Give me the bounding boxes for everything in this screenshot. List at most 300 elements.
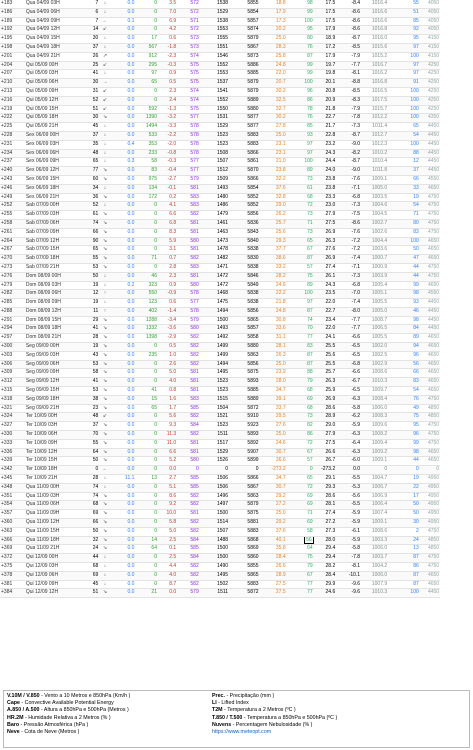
cell-a850: 5857	[229, 325, 259, 334]
cell-td: -7.8	[336, 554, 361, 563]
cell-pressure: 1009.2	[361, 448, 388, 457]
cell-snow: 4050	[420, 17, 440, 26]
cell-lcl: 1494	[135, 123, 158, 132]
cell-hour: +378	[0, 571, 25, 580]
cell-li: 5.6	[158, 413, 177, 422]
cell-nebulosity: 56	[388, 360, 420, 369]
cell-td: -9.0	[336, 167, 361, 176]
cell-t2m: 75	[287, 272, 314, 281]
cell-t850: 1471	[200, 263, 229, 272]
cell-cape: 581	[177, 246, 200, 255]
cell-t2m: 76	[287, 114, 314, 123]
cell-hr2m: 23.5	[314, 290, 337, 299]
cell-t2m: 83	[287, 343, 314, 352]
cell-hr2m: 22.0	[314, 325, 337, 334]
cell-t2m: 99	[287, 70, 314, 79]
cell-wind_dir: ←	[99, 466, 110, 475]
cell-li: -1.8	[158, 43, 177, 52]
table-row	[0, 202, 473, 211]
cell-snow: 4750	[420, 422, 440, 431]
cell-nebulosity: 100	[388, 105, 420, 114]
legend-line[interactable]	[212, 729, 462, 736]
cell-a850: 5883	[229, 527, 259, 536]
cell-a500: 32.8	[260, 193, 287, 202]
legend-desc: - Humidade Relativa a 2 Metros (% )	[23, 714, 111, 721]
cell-li: 9.2	[158, 501, 177, 510]
cell-wind_dir: ↙	[99, 87, 110, 96]
cell-hr2m: 24.1	[314, 334, 337, 343]
cell-cape: 580	[177, 237, 200, 246]
cell-hr2m: 27.5	[314, 219, 337, 228]
cell-pressure: 1004.7	[361, 475, 388, 484]
cell-hr2m: 24.0	[314, 167, 337, 176]
cell-hour: +246	[0, 184, 25, 193]
cell-t2m: 0	[287, 466, 314, 475]
cell-t2m: 97	[287, 140, 314, 149]
legend-desc: - Percentagem Nebulosidade (% )	[231, 721, 313, 728]
cell-t2m: 76	[287, 43, 314, 52]
cell-a850: 5858	[229, 334, 259, 343]
table-row	[0, 395, 473, 404]
table-row	[0, 246, 473, 255]
cell-a850: 5872	[229, 404, 259, 413]
legend-desc: - Vento a 10 Metros e 850hPa (Km/h )	[39, 693, 131, 699]
cell-day: Qui 05/09 00H	[25, 61, 84, 70]
legend-line	[7, 707, 217, 714]
cell-day: Sex 06/09 00H	[25, 131, 84, 140]
cell-t850: 1506	[200, 475, 229, 484]
cell-snow: 4750	[420, 202, 440, 211]
cell-hr2m: 29.3	[314, 483, 337, 492]
cell-precip: 0.0	[111, 123, 136, 132]
cell-precip: 0.0	[111, 184, 136, 193]
cell-day: Seg 09/09 18H	[25, 395, 84, 404]
cell-pressure: 1009.1	[361, 519, 388, 528]
cell-hour: +288	[0, 307, 25, 316]
cell-t850: 1463	[200, 228, 229, 237]
cell-lcl: 0	[135, 228, 158, 237]
cell-snow: 4850	[420, 536, 440, 545]
cell-wind_dir: ↘	[99, 351, 110, 360]
cell-lcl: 172	[135, 193, 158, 202]
cell-snow: 4850	[420, 413, 440, 422]
cell-lcl: 1398	[135, 334, 158, 343]
cell-hour: +309	[0, 369, 25, 378]
cell-t850: 1488	[200, 536, 229, 545]
cell-precip: 0.0	[111, 404, 136, 413]
cell-lcl: 1390	[135, 114, 158, 123]
cell-t2m: 73	[287, 228, 314, 237]
cell-wind_dir: ↓	[99, 158, 110, 167]
cell-hr2m: 22.7	[314, 307, 337, 316]
cell-nebulosity: 96	[388, 351, 420, 360]
cell-wind_dir: ↙	[99, 61, 110, 70]
cell-t2m: 78	[287, 105, 314, 114]
cell-pressure: 1002.9	[361, 360, 388, 369]
cell-cape: 582	[177, 431, 200, 440]
cell-day: Qui 05/09 15H	[25, 105, 84, 114]
cell-wind_speed: 35	[84, 140, 100, 149]
cell-snow: 4050	[420, 26, 440, 35]
cell-li: 6.8	[158, 219, 177, 228]
table-row	[0, 52, 473, 61]
cell-nebulosity: 89	[388, 334, 420, 343]
cell-hour: +186	[0, 8, 25, 17]
cell-td: -7.7	[336, 316, 361, 325]
legend-desc: - Precipitação (mm )	[224, 693, 275, 699]
cell-lcl: 0	[135, 0, 158, 8]
cell-hr2m: 27.4	[314, 263, 337, 272]
cell-li: 0.0	[158, 589, 177, 598]
legend-line	[7, 729, 217, 736]
cell-nebulosity: 92	[388, 26, 420, 35]
cell-t850: 1508	[200, 149, 229, 158]
cell-day: Sex 06/09 21H	[25, 193, 84, 202]
cell-pressure: 1008.6	[361, 369, 388, 378]
cell-td: -7.1	[336, 184, 361, 193]
cell-a500: 17.3	[260, 17, 287, 26]
cell-hr2m: 21.8	[314, 105, 337, 114]
cell-day: Qua 11/09 03H	[25, 492, 84, 501]
cell-precip: 0.0	[111, 369, 136, 378]
cell-day: Sab 07/09 12H	[25, 237, 84, 246]
cell-t850: 1538	[200, 17, 229, 26]
cell-hour: +216	[0, 96, 25, 105]
cell-hour: +219	[0, 105, 25, 114]
cell-lcl: 0	[135, 527, 158, 536]
cell-t2m: 61	[287, 184, 314, 193]
cell-lcl: 65	[135, 79, 158, 88]
cell-wind_dir: ↓	[99, 483, 110, 492]
cell-cape: 582	[177, 492, 200, 501]
cell-t2m: 73	[287, 211, 314, 220]
cell-li: 8.3	[158, 228, 177, 237]
table-row	[0, 448, 473, 457]
cell-td: -7.7	[336, 325, 361, 334]
cell-t2m: 87	[287, 255, 314, 264]
cell-t850: 1482	[200, 255, 229, 264]
cell-wind_dir: ↓	[99, 563, 110, 572]
cell-a850: 5856	[229, 307, 259, 316]
cell-t2m: 97	[287, 299, 314, 308]
cell-t850: 1523	[200, 422, 229, 431]
cell-a500: 24.6	[260, 439, 287, 448]
table-row	[0, 61, 473, 70]
table-row	[0, 325, 473, 334]
cell-td: -8.5	[336, 43, 361, 52]
cell-a850: 5866	[229, 175, 259, 184]
cell-pressure: 1016.6	[361, 8, 388, 17]
cell-precip: 0.0	[111, 131, 136, 140]
cell-wind_speed: 55	[84, 439, 100, 448]
cell-a850: 5899	[229, 457, 259, 466]
cell-t2m: 69	[287, 501, 314, 510]
cell-t2m: 100	[287, 290, 314, 299]
table-row	[0, 79, 473, 88]
cell-cape: 580	[177, 325, 200, 334]
cell-a500: 38.6	[260, 255, 287, 264]
cell-t2m: 99	[287, 61, 314, 70]
cell-lcl: 567	[135, 43, 158, 52]
cell-wind_speed: 37	[84, 131, 100, 140]
cell-hour: +345	[0, 475, 25, 484]
cell-lcl: 17	[135, 35, 158, 44]
cell-cape: 572	[177, 26, 200, 35]
cell-lcl: 975	[135, 175, 158, 184]
cell-a850: 5893	[229, 431, 259, 440]
cell-day: Dom 08/09 00H	[25, 272, 84, 281]
cell-t850: 1506	[200, 483, 229, 492]
cell-snow: 0	[420, 466, 440, 475]
cell-snow: 4150	[420, 52, 440, 61]
cell-cape: 582	[177, 334, 200, 343]
cell-precip: 0.0	[111, 96, 136, 105]
cell-a850: 5856	[229, 360, 259, 369]
cell-t850: 1521	[200, 413, 229, 422]
legend-key: LI	[212, 700, 217, 707]
cell-cape: 580	[177, 281, 200, 290]
cell-t850: 1537	[200, 79, 229, 88]
cell-td: -8.6	[336, 8, 361, 17]
cell-pressure: 1005.1	[361, 290, 388, 299]
cell-a500: 28.3	[260, 43, 287, 52]
cell-hour: +327	[0, 422, 25, 431]
cell-precip: 0.0	[111, 422, 136, 431]
cell-wind_speed: 77	[84, 167, 100, 176]
cell-nebulosity: 84	[388, 325, 420, 334]
cell-a850: 5849	[229, 281, 259, 290]
cell-lcl: 323	[135, 281, 158, 290]
legend-key: Baro	[7, 721, 20, 728]
cell-wind_speed: 74	[84, 483, 100, 492]
cell-pressure: 1010.2	[361, 149, 388, 158]
cell-t2m: 86	[287, 431, 314, 440]
cell-wind_speed: 55	[84, 255, 100, 264]
cell-t850: 1494	[200, 307, 229, 316]
table-row	[0, 387, 473, 396]
cell-pressure: 1017.5	[361, 96, 388, 105]
table-row	[0, 219, 473, 228]
cell-cape: 575	[177, 105, 200, 114]
cell-li: 0.7	[158, 255, 177, 264]
cell-a500: 34.7	[260, 387, 287, 396]
cell-precip: 0.0	[111, 457, 136, 466]
cell-cape: 575	[177, 79, 200, 88]
cell-hr2m: 28.4	[314, 571, 337, 580]
cell-precip: 0.0	[111, 0, 136, 8]
cell-cape: 581	[177, 272, 200, 281]
cell-hour: +240	[0, 167, 25, 176]
cell-a850: 5886	[229, 61, 259, 70]
cell-wind_speed: 74	[84, 492, 100, 501]
cell-pressure: 1000.9	[361, 263, 388, 272]
cell-t2m: 100	[287, 158, 314, 167]
cell-wind_speed: 30	[84, 114, 100, 123]
cell-snow: 4050	[420, 8, 440, 17]
cell-cape: 578	[177, 131, 200, 140]
cell-a850: 5883	[229, 580, 259, 589]
cell-a850: 5883	[229, 140, 259, 149]
cell-lcl: 0	[135, 378, 158, 387]
cell-lcl: 0	[135, 219, 158, 228]
cell-t850: 1546	[200, 52, 229, 61]
cell-hr2m: 26.3	[314, 378, 337, 387]
legend-key: T2M	[212, 707, 223, 714]
cell-hour: +321	[0, 404, 25, 413]
cell-pressure: 1009.7	[361, 387, 388, 396]
cell-precip: 0.4	[111, 140, 136, 149]
cell-wind_dir: ↓	[99, 70, 110, 79]
cell-a850: 5857	[229, 17, 259, 26]
cell-wind_speed: 50	[84, 457, 100, 466]
cell-li: 2.3	[158, 272, 177, 281]
legend-desc: - Pressão Atmosférica (hPa )	[19, 721, 89, 728]
table-row	[0, 307, 473, 316]
cell-a850: 5875	[229, 510, 259, 519]
cell-nebulosity: 50	[388, 501, 420, 510]
cell-day: Qua 04/09 12H	[25, 26, 84, 35]
cell-a500: 36.6	[260, 457, 287, 466]
cell-precip: 0.0	[111, 26, 136, 35]
cell-lcl: 0	[135, 554, 158, 563]
cell-a500: 17.9	[260, 8, 287, 17]
cell-precip: 0.0	[111, 35, 136, 44]
cell-td: -6.1	[336, 527, 361, 536]
cell-pressure: 1003.6	[361, 246, 388, 255]
cell-day: Qui 05/09 03H	[25, 70, 84, 79]
cell-wind_dir: ↘	[99, 211, 110, 220]
cell-a500: 32.2	[260, 175, 287, 184]
cell-hour: +285	[0, 299, 25, 308]
cell-td: -6.2	[336, 413, 361, 422]
cell-nebulosity: 22	[388, 483, 420, 492]
cell-nebulosity: 99	[388, 439, 420, 448]
cell-wind_speed: 48	[84, 149, 100, 158]
cell-nebulosity: 86	[388, 563, 420, 572]
cell-day: Sex 06/09 18H	[25, 184, 84, 193]
cell-a500: 25.0	[260, 360, 287, 369]
table-row	[0, 35, 473, 44]
cell-precip: 0.0	[111, 70, 136, 79]
cell-t2m: 72	[287, 202, 314, 211]
cell-t2m: 72	[287, 439, 314, 448]
cell-wind_dir: ↓	[99, 571, 110, 580]
cell-a500: 30.8	[260, 316, 287, 325]
cell-precip: 0.0	[111, 554, 136, 563]
cell-hour: +312	[0, 378, 25, 387]
cell-hr2m: 25.9	[314, 387, 337, 396]
cell-pressure: 1008.3	[361, 413, 388, 422]
cell-t2m: 73	[287, 413, 314, 422]
cell-td: -6.0	[336, 457, 361, 466]
cell-hr2m: 23.0	[314, 202, 337, 211]
cell-t2m: 73	[287, 175, 314, 184]
cell-snow: 4650	[420, 457, 440, 466]
cell-cape: 581	[177, 387, 200, 396]
legend-right	[212, 693, 462, 736]
cell-lcl: 550	[135, 290, 158, 299]
cell-t850: 1555	[200, 35, 229, 44]
cell-a500: 30.2	[260, 114, 287, 123]
cell-lcl: 0	[135, 343, 158, 352]
cell-a500: 29.3	[260, 237, 287, 246]
cell-td: -7.4	[336, 255, 361, 264]
cell-cape: 582	[177, 351, 200, 360]
cell-li: 3.1	[158, 246, 177, 255]
cell-hr2m: 27.4	[314, 510, 337, 519]
table-row	[0, 193, 473, 202]
table-row	[0, 0, 473, 8]
cell-lcl: 0	[135, 211, 158, 220]
cell-a850: 5880	[229, 343, 259, 352]
cell-precip: 0.0	[111, 149, 136, 158]
cell-pressure: 1007.9	[361, 580, 388, 589]
cell-hour: +204	[0, 61, 25, 70]
cell-precip: 0.0	[111, 378, 136, 387]
cell-wind_dir: ↓	[99, 281, 110, 290]
cell-precip: 0.0	[111, 263, 136, 272]
cell-li: 2.3	[158, 87, 177, 96]
cell-nebulosity: 98	[388, 316, 420, 325]
cell-a500: 25.7	[260, 219, 287, 228]
cell-precip: 0.0	[111, 8, 136, 17]
source-link[interactable]: https://www.meteopt.com	[212, 729, 272, 736]
cell-a500: 37.7	[260, 246, 287, 255]
cell-lcl: 353	[135, 140, 158, 149]
cell-hr2m: 24.6	[314, 589, 337, 598]
cell-lcl: 0	[135, 492, 158, 501]
cell-wind_dir: ↘	[99, 263, 110, 272]
cell-cape: 573	[177, 35, 200, 44]
cell-wind_dir: ↘	[99, 387, 110, 396]
cell-a850: 5893	[229, 378, 259, 387]
cell-a500: 25.0	[260, 35, 287, 44]
cell-a850: 5836	[229, 219, 259, 228]
cell-wind_dir: ↘	[99, 545, 110, 554]
cell-td: -7.0	[336, 290, 361, 299]
cell-nebulosity: 24	[388, 536, 420, 545]
cell-precip: 0.0	[111, 105, 136, 114]
cell-li: 2.6	[158, 360, 177, 369]
cell-t2m: 67	[287, 246, 314, 255]
cell-wind_dir: ↘	[99, 246, 110, 255]
cell-lcl: 233	[135, 149, 158, 158]
cell-a500: 23.8	[260, 167, 287, 176]
cell-wind_dir: ↓	[99, 35, 110, 44]
cell-a850: 5838	[229, 246, 259, 255]
cell-pressure: 1015.7	[361, 105, 388, 114]
cell-pressure: 1008.2	[361, 431, 388, 440]
cell-t2m: 87	[287, 307, 314, 316]
cell-precip: 0.0	[111, 52, 136, 61]
cell-hour: +192	[0, 26, 25, 35]
cell-wind_dir: ↓	[99, 123, 110, 132]
cell-wind_speed: 28	[84, 475, 100, 484]
cell-hour: +297	[0, 334, 25, 343]
cell-wind_dir: ↘	[99, 510, 110, 519]
cell-hr2m: 29.0	[314, 422, 337, 431]
cell-pressure: 1016.8	[361, 79, 388, 88]
cell-precip: 0.0	[111, 325, 136, 334]
cell-nebulosity: 19	[388, 475, 420, 484]
cell-wind_speed: 32	[84, 536, 100, 545]
cell-pressure: 1004.6	[361, 202, 388, 211]
cell-td: -8.3	[336, 96, 361, 105]
cell-snow: 4850	[420, 404, 440, 413]
cell-hour: +228	[0, 131, 25, 140]
cell-a850: 5843	[229, 228, 259, 237]
cell-cape: 578	[177, 307, 200, 316]
